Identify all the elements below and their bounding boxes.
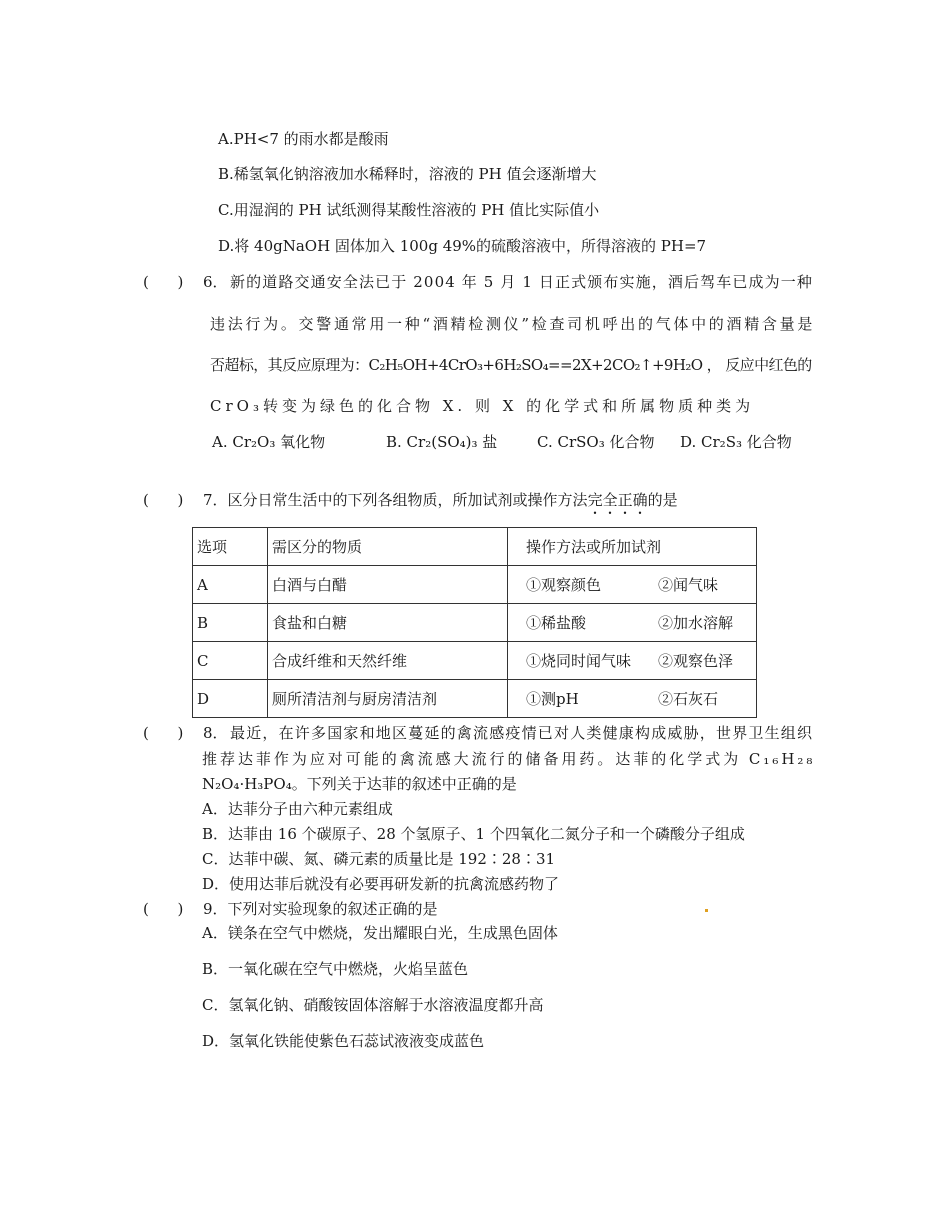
row-option: D (193, 680, 268, 718)
row-option: A (193, 566, 268, 604)
q5-option-c: C.用湿润的 PH 试纸测得某酸性溶液的 PH 值比实际值小 (218, 201, 600, 219)
row-methods (508, 642, 757, 680)
row-method-1: ①稀盐酸 (526, 614, 587, 632)
q9-number: 9． (203, 900, 228, 918)
header-option: 选项 (193, 528, 268, 566)
q6-answer-bracket: ( ) (143, 273, 184, 291)
row-method-2: ②石灰石 (658, 690, 719, 708)
q7-answer-bracket: ( ) (143, 491, 184, 509)
q7-stem-prefix: 区分日常生活中的下列各组物质，所加试剂或操作方法 (227, 491, 588, 509)
row-methods (508, 604, 757, 642)
row-substances: 合成纤维和天然纤维 (268, 642, 508, 680)
row-method-1: ①测pH (526, 690, 579, 708)
row-option: B (193, 604, 268, 642)
stray-mark (705, 909, 708, 912)
q9-option-b: B．一氧化碳在空气中燃烧，火焰呈蓝色 (202, 960, 469, 978)
header-method: 操作方法或所加试剂 (508, 528, 757, 566)
row-method-2: ②观察色泽 (658, 652, 734, 670)
row-methods (508, 566, 757, 604)
q8-option-d: D．使用达菲后就没有必要再研发新的抗禽流感药物了 (202, 875, 560, 893)
table-row (193, 680, 757, 718)
q6-option-c: C. CrSO₃ 化合物 (537, 433, 655, 451)
q9-answer-bracket: ( ) (143, 900, 184, 918)
q8-option-a: A．达菲分子由六种元素组成 (202, 800, 393, 818)
q7-stem-suffix: 的是 (647, 491, 678, 509)
table-row (193, 604, 757, 642)
q7-stem (203, 490, 678, 518)
q8-stem-line-2: 推荐达菲作为应对可能的禽流感大流行的储备用药。达菲的化学式为 C₁₆H₂₈ (202, 750, 816, 768)
q9-stem-text: 下列对实验现象的叙述正确的是 (227, 900, 438, 918)
table-row (193, 566, 757, 604)
row-substances: 食盐和白糖 (268, 604, 508, 642)
row-option: C (193, 642, 268, 680)
q5-option-a: A.PH<7 的雨水都是酸雨 (218, 130, 389, 148)
q6-number: 6． (203, 273, 228, 291)
q8-option-c: C．达菲中碳、氮、磷元素的质量比是 192∶28∶31 (202, 850, 556, 868)
q6-option-d: D. Cr₂S₃ 化合物 (680, 433, 792, 451)
table-row (193, 642, 757, 680)
q9-stem (203, 899, 438, 919)
q7-stem-emphasis: 完全正确 (587, 491, 648, 509)
q5-option-b: B.稀氢氧化钠溶液加水稀释时，溶液的 PH 值会逐渐增大 (218, 165, 597, 183)
row-method-1: ①烧同时闻气味 (526, 652, 632, 670)
row-substances: 厕所清洁剂与厨房清洁剂 (268, 680, 508, 718)
header-substances: 需区分的物质 (268, 528, 508, 566)
q8-stem-line-1: 最近，在许多国家和地区蔓延的禽流感疫情已对人类健康构成威胁，世界卫生组织 (230, 724, 814, 742)
q8-number: 8． (203, 724, 228, 742)
row-substances: 白酒与白醋 (268, 566, 508, 604)
q8-option-b: B．达菲由 16 个碳原子、28 个氢原子、1 个四氧化二氮分子和一个磷酸分子组成 (202, 825, 745, 843)
q8-answer-bracket: ( ) (143, 724, 184, 742)
row-method-2: ②闻气味 (658, 576, 719, 594)
q9-option-d: D．氢氧化铁能使紫色石蕊试液液变成蓝色 (202, 1032, 485, 1050)
q6-option-b: B. Cr₂(SO₄)₃ 盐 (386, 433, 498, 451)
q6-stem-line-4: CrO₃转变为绿色的化合物 X. 则 X 的化学式和所属物质种类为 (210, 397, 755, 415)
q5-option-d: D.将 40gNaOH 固体加入 100g 49%的硫酸溶液中，所得溶液的 PH=7 (218, 237, 707, 255)
q8-stem-line-3: N₂O₄·H₃PO₄。下列关于达菲的叙述中正确的是 (202, 775, 517, 793)
q7-number: 7． (203, 491, 228, 509)
row-methods (508, 680, 757, 718)
q7-options-table (192, 527, 757, 718)
q9-option-a: A．镁条在空气中燃烧，发出耀眼白光，生成黑色固体 (202, 924, 558, 942)
q6-option-a: A. Cr₂O₃ 氧化物 (212, 433, 326, 451)
q6-stem-line-2: 违法行为。交警通常用一种“酒精检测仪”检查司机呼出的气体中的酒精含量是 (210, 315, 816, 333)
q6-stem-line-3: 否超标，其反应原理为：C₂H₅OH+4CrO₃+6H₂SO₄==2X+2CO₂↑+9H₂O ， 反应中红色的 (210, 356, 812, 374)
row-method-1: ①观察颜色 (526, 576, 602, 594)
table-header-row (193, 528, 757, 566)
q9-option-c: C．氢氧化钠、硝酸铵固体溶解于水溶液温度都升高 (202, 996, 544, 1014)
row-method-2: ②加水溶解 (658, 614, 734, 632)
q6-stem-line-1: 新的道路交通安全法已于 2004 年 5 月 1 日正式颁布实施，酒后驾车已成为一种 (230, 273, 813, 291)
